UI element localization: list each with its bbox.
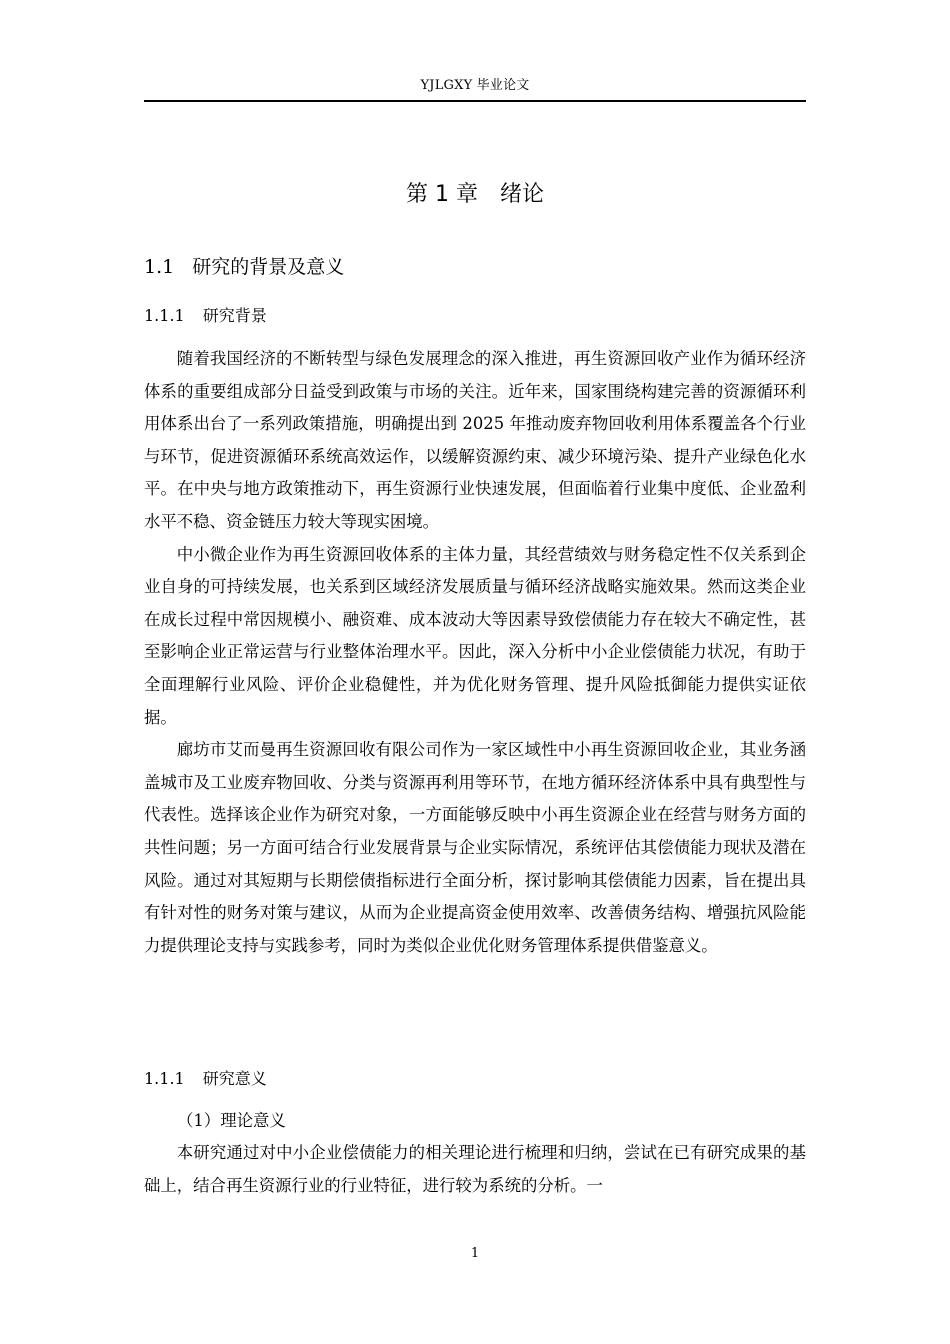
chapter-number: 第 1 章 [406, 182, 478, 207]
page-number: 1 [470, 1246, 480, 1261]
subsection-number: 1.1.1 [144, 1069, 185, 1088]
subsection-heading-significance [144, 1066, 806, 1092]
paragraph: 本研究通过对中小企业偿债能力的相关理论进行梳理和归纳，尝试在已有研究成果的基础上，结合再生资源行业的行业特征，进行较为系统的分析。一 [144, 1143, 806, 1195]
section-heading [144, 252, 806, 282]
subsection-name: 研究背景 [202, 306, 267, 325]
item-heading-theory: （1）理论意义 [177, 1111, 286, 1130]
subsection-heading-background [144, 303, 806, 329]
paragraph: 中小微企业作为再生资源回收体系的主体力量，其经营绩效与财务稳定性不仅关系到企业自身的可持续发展，也关系到区域经济发展质量与循环经济战略实施效果。然而这类企业在成长过程中常因规模小、融资难、成本波动大等因素导致偿债能力存在较大不确定性，甚至影响企业正常运营与行业整体治理水平。因此，深入分析中小企业偿债能力状况，有助于全面理解行业风险、评价企业稳健性，并为优化财务管理、提升风险抵御能力提供实证依据。 [144, 544, 806, 727]
page-header: YJLGXY 毕业论文 [420, 78, 530, 93]
paragraph: 廊坊市艾而曼再生资源回收有限公司作为一家区域性中小再生资源回收企业，其业务涵盖城市及工业废弃物回收、分类与资源再利用等环节，在地方循环经济体系中具有典型性与代表性。选择该企业作为研究对象，一方面能够反映中小再生资源企业在经营与财务方面的共性问题；另一方面可结合行业发展背景与企业实际情况，系统评估其偿债能力现状及潜在风险。通过对其短期与长期偿债指标进行全面分析，探讨影响其偿债能力因素，旨在提出具有针对性的财务对策与建议，从而为企业提高资金使用效率、改善债务结构、增强抗风险能力提供理论支持与实践参考，同时为类似企业优化财务管理体系提供借鉴意义。 [144, 740, 806, 955]
background-body [144, 343, 806, 962]
subsection-name: 研究意义 [202, 1069, 267, 1088]
section-number: 1.1 [144, 256, 175, 278]
header-divider [144, 100, 806, 102]
section-name: 研究的背景及意义 [192, 256, 345, 278]
subsection-number: 1.1.1 [144, 306, 185, 325]
theory-body [144, 1137, 806, 1202]
chapter-name: 绪论 [499, 182, 544, 207]
chapter-title [144, 178, 806, 212]
paragraph: 随着我国经济的不断转型与绿色发展理念的深入推进，再生资源回收产业作为循环经济体系的重要组成部分日益受到政策与市场的关注。近年来，国家围绕构建完善的资源循环利用体系出台了一系列政策措施，明确提出到 2025 年推动废弃物回收利用体系覆盖各个行业与环节，促进资源循环系统高效运作，以缓解资源约束、减少环境污染、提升产业绿色化水平。在中央与地方政策推动下，再生资源行业快速发展，但面临着行业集中度低、企业盈利水平不稳、资金链压力较大等现实困境。 [144, 349, 806, 531]
